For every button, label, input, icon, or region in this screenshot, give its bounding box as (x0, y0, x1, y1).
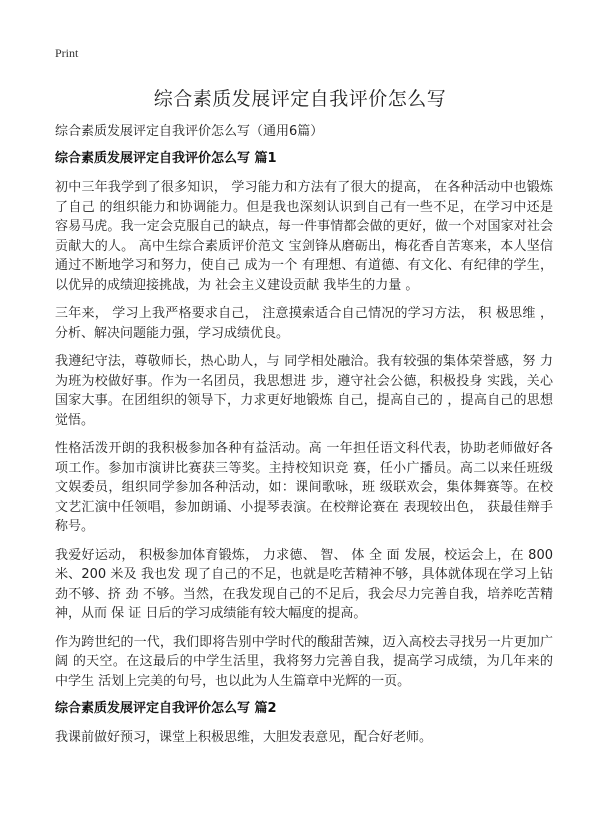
paragraph: 我遵纪守法，尊敬师长，热心助人，与 同学相处融洽。我有较强的集体荣誉感，努 力为班为校做好事。作为一名团员，我思想进 步，遵守社会公德，积极投身 实践，关心国家大事。在团组织的领导下，力求更好地锻炼 自己，提高自己的 ，提高自己的思想觉悟。 (55, 354, 553, 428)
section-heading-2: 综合素质发展评定自我评价怎么写 篇2 (55, 701, 277, 716)
section-heading-1: 综合素质发展评定自我评价怎么写 篇1 (55, 151, 277, 166)
page-title: 综合素质发展评定自我评价怎么写 (153, 88, 447, 110)
paragraph: 我爱好运动， 积极参加体育锻炼， 力求德、 智、 体 全 面 发展，校运会上，在 800 米、200 米及 我也发 现了自己的不足，也就是吃苦精神不够，具体就体现在学习上钻劲不够、挤 劲 不够。当然，在我发现自己的不足后，我会尽力完善自我，培养吃苦精神，从而 保 证 日后的学习成绩能有较大幅度的提高。 (55, 547, 553, 621)
page-subtitle: 综合素质发展评定自我评价怎么写（通用6篇） (55, 124, 324, 139)
paragraph: 三年来， 学习上我严格要求自己， 注意摸索适合自己情况的学习方法， 积 极思维 ，分析、解决问题能力强，学习成绩优良。 (55, 306, 553, 341)
paragraph: 作为跨世纪的一代，我们即将告别中学时代的酸甜苦辣，迈入高校去寻找另一片更加广阔 的天空。在这最后的中学生活里，我将努力完善自我，提高学习成绩，为几年来的中学生 活划上完美的句号，也以此为人生篇章中光辉的一页。 (55, 634, 553, 689)
paragraph: 初中三年我学到了很多知识， 学习能力和方法有了很大的提高， 在各种活动中也锻炼了自己 的组织能力和协调能力。但是我也深刻认识到自己有一些不足，在学习中还是容易马虎。我一定会克服自己的缺点，每一件事情都会做的更好，做一个对国家对社会贡献大的人。 高中生综合素质评价范文 宝剑锋从磨砺出，梅花香自苦寒来，本人坚信通过不断地学习和努力，使自己 成为一个 有理想、有道德、有文化、有纪律的学生，以优异的成绩迎接挑战，为 社会主义建设贡献 我毕生的力量 。 (55, 180, 553, 293)
article-body (55, 150, 553, 757)
print-link[interactable]: Print (55, 46, 79, 60)
paragraph: 我课前做好预习，课堂上积极思维，大胆发表意见，配合好老师。 (55, 730, 433, 745)
paragraph: 性格活泼开朗的我积极参加各种有益活动。高 一年担任语文科代表，协助老师做好各项工作。参加市演讲比赛获三等奖。主持校知识竞 赛，任小广播员。高二以来任班级文娱委员，组织同学参加各种活动，如：课间歌咏，班 级联欢会，集体舞赛等。在校文艺汇演中任领唱，参加朗诵、小提琴表演。在校辩论赛在 表现较出色， 获最佳辩手称号。 (55, 441, 553, 534)
